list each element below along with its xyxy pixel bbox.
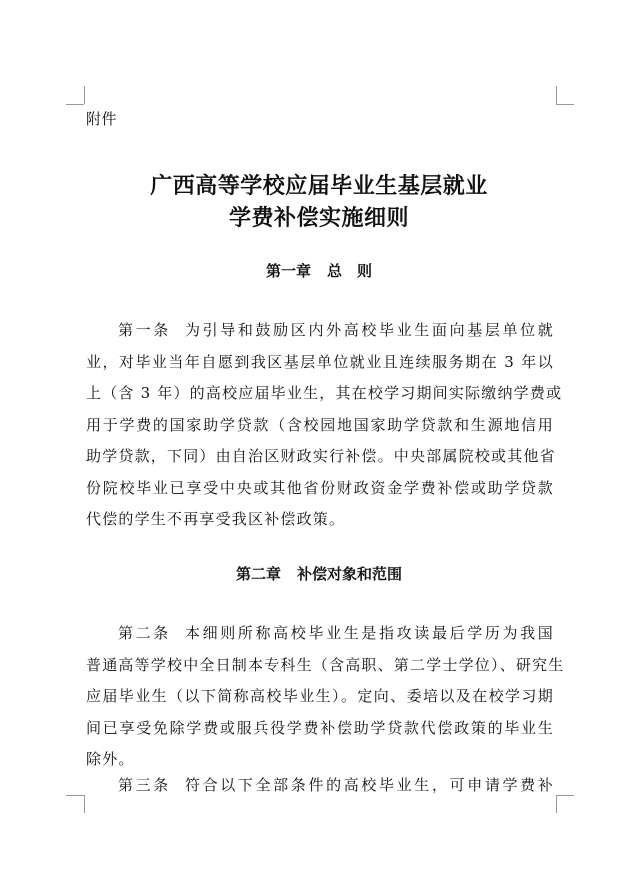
article-2 xyxy=(86,618,565,776)
article-1-line: 份院校毕业已享受中央或其他省份财政资金学费补偿或助学贷款 xyxy=(86,478,554,497)
article-3 xyxy=(86,770,554,802)
document-title-line-2: 学费补偿实施细则 xyxy=(228,205,409,231)
article-2-line: 除外。 xyxy=(86,750,135,768)
article-2-line: 应届毕业生（以下简称高校毕业生）。定向、委培以及在校学习期 xyxy=(86,687,554,705)
article-1-lead: 第一条 xyxy=(118,321,171,339)
chapter-1-label: 第一章 xyxy=(265,262,311,280)
article-1-line: 代偿的学生不再享受我区补偿政策。 xyxy=(86,510,346,528)
crop-mark-bottom-left-h xyxy=(66,795,84,796)
article-2-lead: 第二条 xyxy=(118,624,171,642)
attachment-label: 附件 xyxy=(86,110,118,128)
article-2-line: 第二条 本细则所称高校毕业生是指攻读最后学历为我国 xyxy=(118,624,554,642)
chapter-1-name: 总 则 xyxy=(327,262,373,280)
crop-mark-bottom-right-v xyxy=(556,795,557,813)
chapter-2-name: 补偿对象和范围 xyxy=(297,565,403,583)
document-title-line-1: 广西高等学校应届毕业生基层就业 xyxy=(150,173,488,199)
article-3-line: 第三条 符合以下全部条件的高校毕业生，可申请学费补 xyxy=(118,776,554,794)
article-1-line: 用于学费的国家助学贷款（含校园地国家助学贷款和生源地信用 xyxy=(86,415,554,434)
crop-mark-top-right-v xyxy=(556,86,557,104)
crop-mark-bottom-right-h xyxy=(556,795,574,796)
article-2-line: 普通高等学校中全日制本专科生（含高职、第二学士学位）、研究生 xyxy=(86,655,565,674)
article-1-line: 第一条 为引导和鼓励区内外高校毕业生面向基层单位就 xyxy=(118,321,554,339)
article-1-line: 助学贷款，下同）由自治区财政实行补偿。中央部属院校或其他省 xyxy=(86,447,556,465)
article-3-lead: 第三条 xyxy=(118,776,171,794)
article-2-line: 间已享受免除学费或服兵役学费补偿助学贷款代偿政策的毕业生 xyxy=(86,718,554,737)
chapter-1-heading xyxy=(86,261,552,281)
crop-mark-top-left-h xyxy=(66,104,84,105)
crop-mark-top-right-h xyxy=(556,104,574,105)
crop-mark-top-left-v xyxy=(84,86,85,104)
article-1-line: 业，对毕业当年自愿到我区基层单位就业且连续服务期在 3 年以 xyxy=(86,352,554,371)
crop-mark-bottom-left-v xyxy=(84,795,85,813)
article-1-line: 上（含 3 年）的高校应届毕业生，其在校学习期间实际缴纳学费或 xyxy=(86,384,563,402)
article-1 xyxy=(86,315,563,536)
chapter-2-label: 第二章 xyxy=(235,565,281,583)
chapter-2-heading xyxy=(86,564,552,584)
